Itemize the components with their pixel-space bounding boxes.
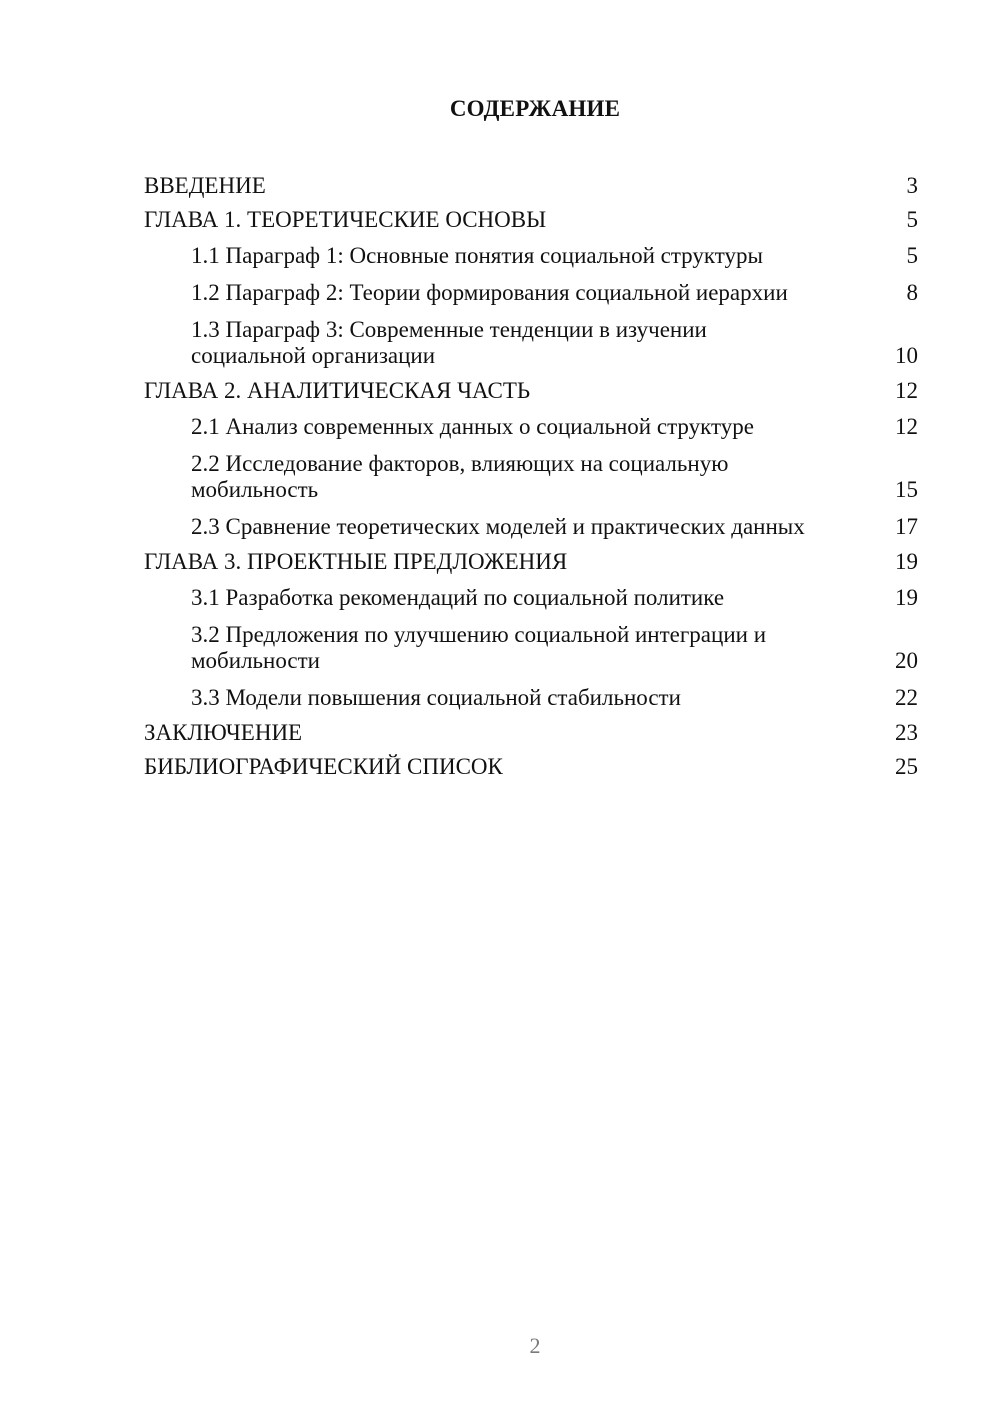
toc-entry-page: 19 [895,549,918,574]
toc-entry-section-3-2[interactable] [144,617,918,680]
toc-entry-label: ВВЕДЕНИЕ [144,173,266,198]
page-title: СОДЕРЖАНИЕ [449,96,621,121]
page-number: 2 [529,1333,541,1358]
toc-entry-label: ЗАКЛЮЧЕНИЕ [144,720,303,745]
toc-entry-label: ГЛАВА 1. ТЕОРЕТИЧЕСКИЕ ОСНОВЫ [144,207,547,232]
toc-entry-label: 2.3 Сравнение теоретических моделей и практических данных [191,514,805,539]
toc-entry-section-3-1[interactable] [144,580,918,617]
toc-entry-page: 22 [895,685,918,710]
toc-entry-section-1-3[interactable] [144,312,918,375]
toc-entry-label: 1.2 Параграф 2: Теории формирования социальной иерархии [191,280,788,305]
toc-entry-label: 2.1 Анализ современных данных о социальной структуре [191,414,754,439]
toc-entry-page: 15 [895,477,918,502]
toc-entry-section-1-2[interactable] [144,275,918,312]
toc-entry-chapter-1[interactable] [144,204,918,238]
toc-entry-section-2-1[interactable] [144,409,918,446]
toc-entry-section-2-2[interactable] [144,446,918,509]
toc-entry-page: 3 [906,173,918,198]
toc-entry-section-1-1[interactable] [144,238,918,275]
toc-entry-section-2-3[interactable] [144,509,918,546]
toc-entry-bibliography[interactable] [144,751,918,785]
toc-entry-chapter-3[interactable] [144,546,918,580]
toc-entry-page: 20 [895,648,918,673]
toc-entry-page: 12 [895,414,918,439]
toc-entry-label: 3.3 Модели повышения социальной стабильности [191,685,681,710]
toc-entry-conclusion[interactable] [144,717,918,751]
toc-entry-label: 2.2 Исследование факторов, влияющих на социальную мобильность [191,451,729,502]
toc-entry-page: 23 [895,720,918,745]
toc-entry-page: 19 [895,585,918,610]
toc-entry-page: 8 [906,280,918,305]
toc-entry-label: 1.1 Параграф 1: Основные понятия социальной структуры [191,243,763,268]
toc-entry-page: 12 [895,378,918,403]
toc-entry-label: ГЛАВА 2. АНАЛИТИЧЕСКАЯ ЧАСТЬ [144,378,531,403]
toc-entry-label: 3.2 Предложения по улучшению социальной интеграции и мобильности [191,622,766,673]
toc-entry-introduction[interactable] [144,170,918,204]
toc-entry-label: ГЛАВА 3. ПРОЕКТНЫЕ ПРЕДЛОЖЕНИЯ [144,549,568,574]
toc-entry-page: 25 [895,754,918,779]
toc-entry-label: БИБЛИОГРАФИЧЕСКИЙ СПИСОК [144,754,503,779]
table-of-contents [144,170,918,785]
toc-entry-section-3-3[interactable] [144,680,918,717]
toc-entry-label: 3.1 Разработка рекомендаций по социальной политике [191,585,725,610]
toc-entry-page: 17 [895,514,918,539]
toc-entry-page: 5 [906,243,918,268]
toc-entry-page: 5 [906,207,918,232]
toc-entry-page: 10 [895,343,918,368]
toc-entry-label: 1.3 Параграф 3: Современные тенденции в изучении социальной организации [191,317,707,368]
toc-entry-chapter-2[interactable] [144,375,918,409]
